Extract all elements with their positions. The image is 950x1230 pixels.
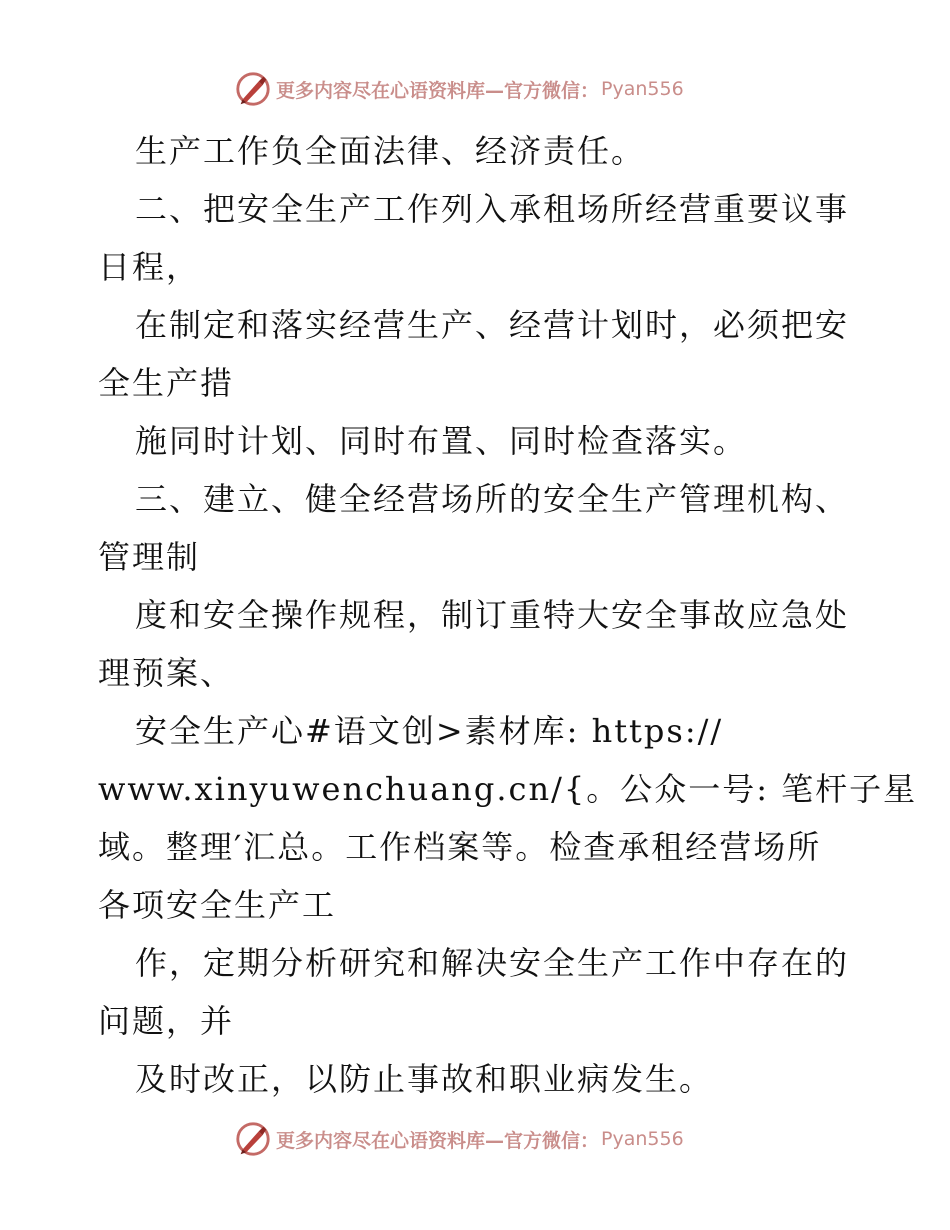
text-line: 安全生产心#语文创>素材库: https:// [135, 712, 724, 750]
text-line: 在制定和落实经营生产、经营计划时，必须把安 [135, 306, 850, 344]
text-line: 生产工作负全面法律、经济责任。 [135, 132, 646, 170]
pen-logo-icon [234, 70, 272, 108]
footer-watermark [234, 1120, 754, 1158]
text-line: 理预案、 [98, 654, 235, 692]
text-line: www.xinyuwenchuang.cn/{。公众一号: 笔杆子星 [98, 770, 918, 808]
text-line: 度和安全操作规程，制订重特大安全事故应急处 [135, 596, 850, 634]
watermark-text: 更多内容尽在心语资料库—官方微信： [276, 79, 600, 102]
text-line: 三、建立、健全经营场所的安全生产管理机构、 [135, 480, 850, 518]
header-watermark [234, 70, 754, 108]
text-line: 各项安全生产工 [98, 886, 337, 924]
text-line: 施同时计划、同时布置、同时检查落实。 [135, 422, 748, 460]
document-body [98, 122, 918, 1108]
watermark-wechat-id: Pyan556 [601, 78, 684, 100]
watermark-text: 更多内容尽在心语资料库—官方微信： [276, 1129, 600, 1152]
text-line: 日程， [98, 248, 201, 286]
text-line: 域。整理′汇总。工作档案等。检查承租经营场所 [98, 828, 822, 866]
watermark-wechat-id: Pyan556 [601, 1128, 684, 1150]
pen-logo-icon [234, 1120, 272, 1158]
text-line: 作，定期分析研究和解决安全生产工作中存在的 [135, 944, 850, 982]
text-line: 二、把安全生产工作列入承租场所经营重要议事 [135, 190, 850, 228]
text-line: 及时改正，以防止事故和职业病发生。 [135, 1060, 714, 1098]
text-line: 问题，并 [98, 1002, 235, 1040]
text-line: 全生产措 [98, 364, 235, 402]
text-line: 管理制 [98, 538, 201, 576]
